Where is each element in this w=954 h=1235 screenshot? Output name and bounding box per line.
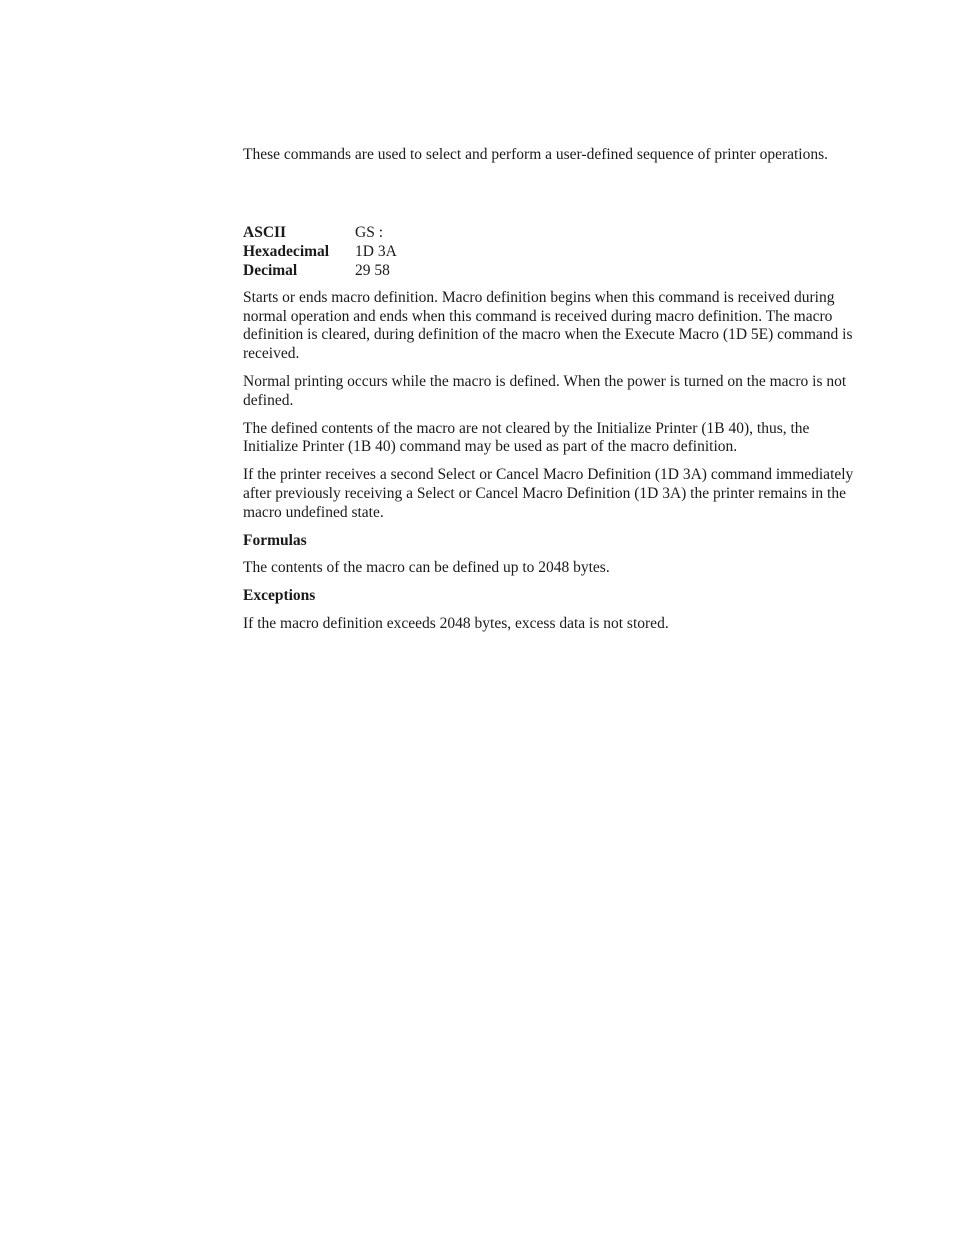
description-paragraph: Starts or ends macro definition. Macro definition begins when this command is received during normal operation and ends when this command is received during macro definition. The macro definition is cleared, during definition of the macro when the Execute Macro (1D 5E) command is received. <box>243 288 853 363</box>
code-label: ASCII <box>243 223 287 241</box>
exceptions-text: If the macro definition exceeds 2048 bytes, excess data is not stored. <box>243 614 669 632</box>
code-row-decimal <box>243 261 855 280</box>
formulas-text: The contents of the macro can be defined up to 2048 bytes. <box>243 559 610 577</box>
formulas-heading: Formulas <box>243 531 307 549</box>
code-row-ascii <box>243 223 855 242</box>
code-row-hexadecimal <box>243 242 855 261</box>
intro-paragraph: These commands are used to select and perform a user-defined sequence of printer operations. <box>243 146 829 163</box>
code-label: Decimal <box>243 261 298 279</box>
code-value: 1D 3A <box>355 242 397 260</box>
description-paragraph: If the printer receives a second Select or Cancel Macro Definition (1D 3A) command immediately after previously receiving a Select or Cancel Macro Definition (1D 3A) the printer remains in the macro undefined state. <box>243 466 854 521</box>
description-paragraph: The defined contents of the macro are not cleared by the Initialize Printer (1B 40), thus, the Initialize Printer (1B 40) command may be used as part of the macro definition. <box>243 419 810 456</box>
document-page <box>243 146 855 643</box>
code-label: Hexadecimal <box>243 242 330 260</box>
exceptions-heading: Exceptions <box>243 587 316 605</box>
description-paragraph: Normal printing occurs while the macro is defined. When the power is turned on the macro is not defined. <box>243 372 847 409</box>
code-value: GS : <box>355 223 383 241</box>
code-value: 29 58 <box>355 261 390 279</box>
section-gap <box>243 165 855 223</box>
command-codes-table <box>243 223 855 280</box>
